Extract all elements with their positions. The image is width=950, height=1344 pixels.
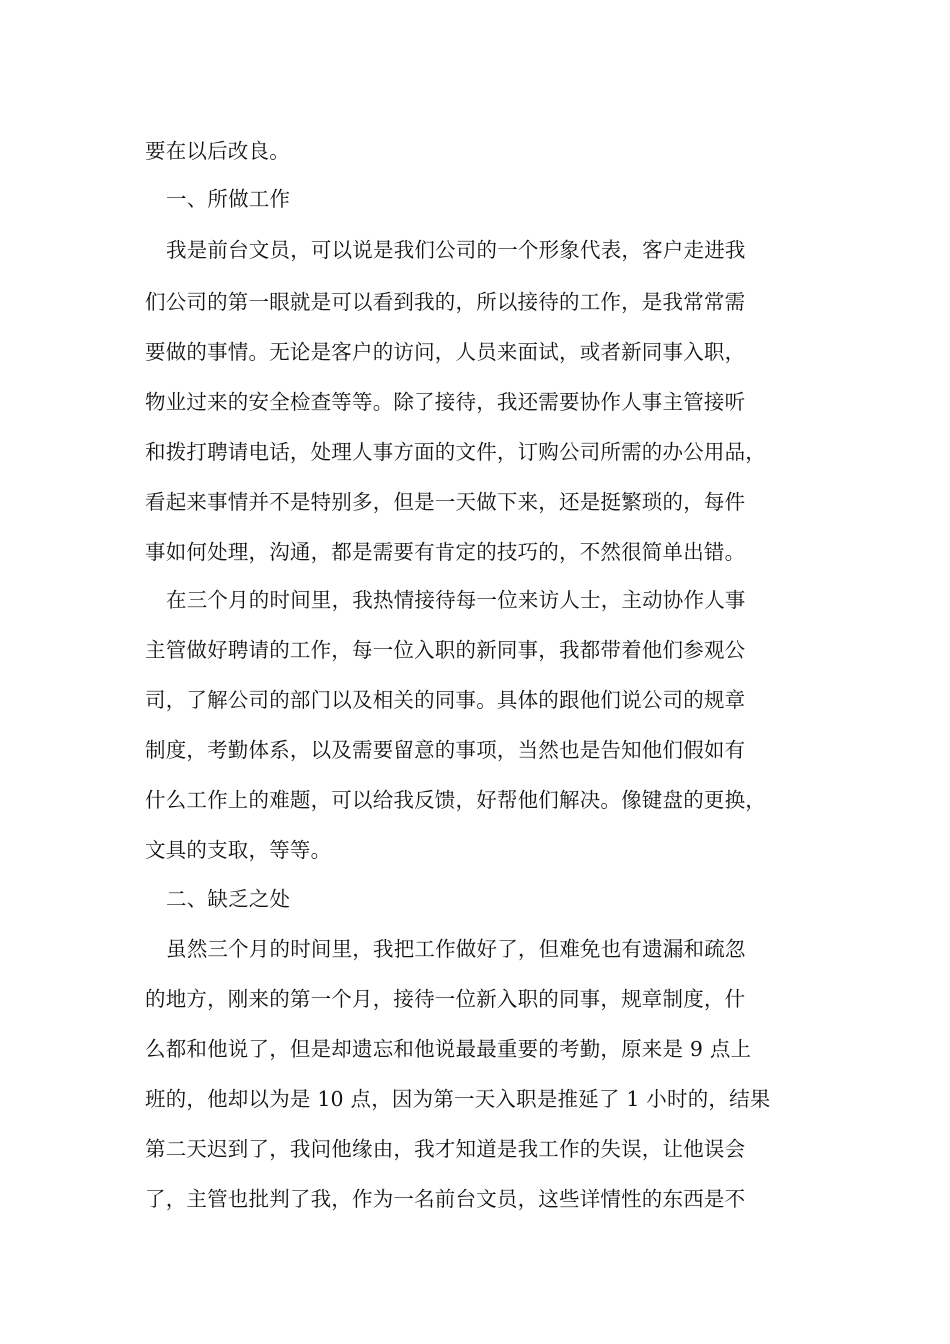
text-line: 事如何处理，沟通，都是需要有肯定的技巧的，不然很简单出错。 — [145, 540, 746, 564]
text-line: 们公司的第一眼就是可以看到我的，所以接待的工作，是我常常需 — [145, 290, 746, 314]
text-line: 和拨打聘请电话，处理人事方面的文件，订购公司所需的办公用品， — [145, 440, 766, 464]
text-line: 主管做好聘请的工作，每一位入职的新同事，我都带着他们参观公 — [145, 638, 746, 662]
text-line: 第二天迟到了，我问他缘由，我才知道是我工作的失误，让他误会 — [145, 1137, 746, 1161]
text-line: 司，了解公司的部门以及相关的同事。具体的跟他们说公司的规章 — [145, 688, 746, 712]
text-line: 虽然三个月的时间里，我把工作做好了，但难免也有遗漏和疏忽 — [166, 937, 746, 961]
text-line: 制度，考勤体系，以及需要留意的事项，当然也是告知他们假如有 — [145, 738, 746, 762]
text-line: 么都和他说了，但是却遗忘和他说最最重要的考勤，原来是 9 点上 — [145, 1037, 752, 1061]
text-line: 了，主管也批判了我，作为一名前台文员，这些详情性的东西是不 — [145, 1187, 746, 1211]
text-line: 班的，他却以为是 10 点，因为第一天入职是推延了 1 小时的，结果 — [145, 1087, 771, 1111]
text-line: 要在以后改良。 — [145, 139, 290, 163]
text-line: 文具的支取，等等。 — [145, 838, 332, 862]
text-line: 物业过来的安全检查等等。除了接待，我还需要协作人事主管接听 — [145, 390, 746, 414]
text-line: 什么工作上的难题，可以给我反馈，好帮他们解决。像键盘的更换， — [145, 788, 766, 812]
text-line: 在三个月的时间里，我热情接待每一位来访人士，主动协作人事 — [166, 588, 746, 612]
text-line: 要做的事情。无论是客户的访问，人员来面试，或者新同事入职， — [145, 340, 746, 364]
text-line: 我是前台文员，可以说是我们公司的一个形象代表，客户走进我 — [166, 238, 746, 262]
text-line: 看起来事情并不是特别多，但是一天做下来，还是挺繁琐的，每件 — [145, 490, 746, 514]
section-heading: 二、缺乏之处 — [166, 887, 291, 911]
section-heading: 一、所做工作 — [166, 187, 291, 211]
text-line: 的地方，刚来的第一个月，接待一位新入职的同事，规章制度，什 — [145, 987, 746, 1011]
